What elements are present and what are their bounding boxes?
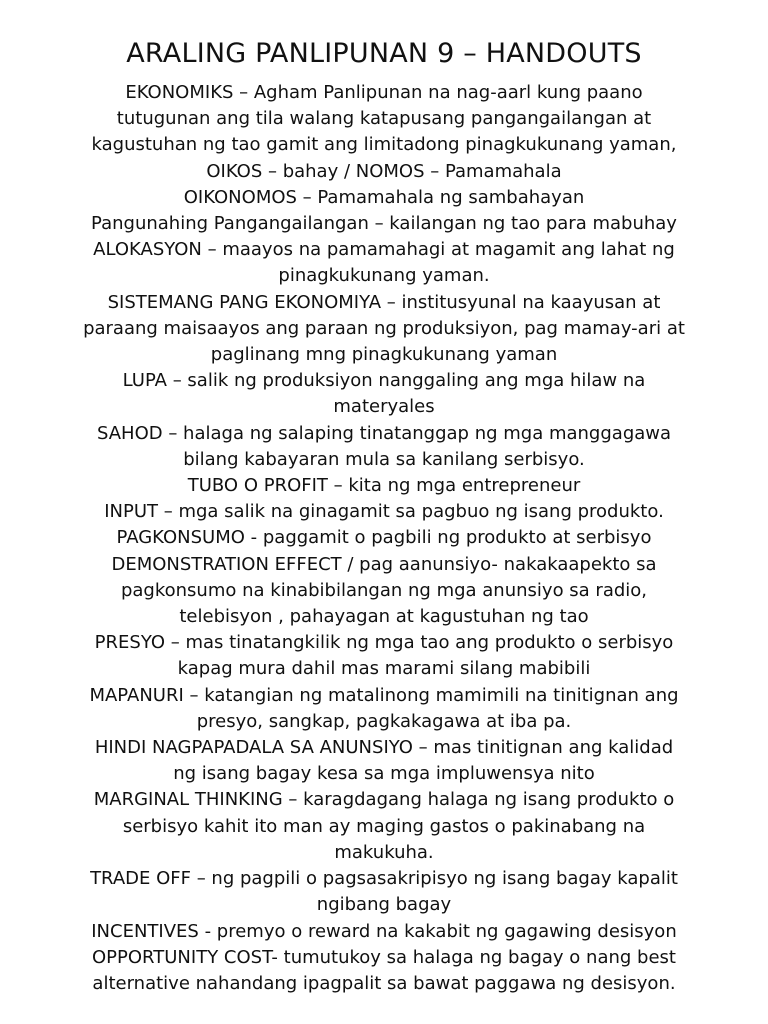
definition-input: INPUT – mga salik na ginagamit sa pagbuo ng isang produkto. — [104, 501, 664, 523]
page-title: ARALING PANLIPUNAN 9 – HANDOUTS — [126, 38, 642, 69]
definition-sahod: SAHOD – halaga ng salaping tinatanggap ng mga manggagawa bilang kabayaran mula sa kanilang serbisyo. — [96, 422, 672, 470]
definition-lupa: LUPA – salik ng produksiyon nanggaling ang mga hilaw na materyales — [122, 370, 646, 418]
definition-trade-off: TRADE OFF – ng pagpili o pagsasakripisyo ng isang bagay kapalit ngibang bagay — [90, 868, 678, 916]
definition-opportunity-cost: OPPORTUNITY COST- tumutukoy sa halaga ng bagay o nang best alternative nahandang ipagpalit sa bawat paggawa ng desisyon. — [92, 946, 676, 994]
definition-sistemang-pang-ekonomiya: SISTEMANG PANG EKONOMIYA – institusyunal na kaayusan at paraang maisaayos ang paraan ng produksiyon, pag mamay-ari at paglinang mng pinagkukunang yaman — [83, 291, 685, 366]
definition-incentives: INCENTIVES - premyo o reward na kakabit ng gagawing desisyon — [91, 920, 677, 942]
definition-presyo: PRESYO – mas tinatangkilik ng mga tao ang produkto o serbisyo kapag mura dahil mas marami silang mabibili — [94, 632, 674, 680]
definition-pangunahing-pangangailangan: Pangunahing Pangangailangan – kailangan ng tao para mabuhay — [91, 213, 677, 235]
definition-pagkonsumo: PAGKONSUMO - paggamit o pagbili ng produkto at serbisyo — [116, 527, 652, 549]
definition-list — [40, 80, 728, 997]
definition-oikos-nomos: OIKOS – bahay / NOMOS – Pamamahala — [206, 160, 562, 182]
definition-oikonomos: OIKONOMOS – Pamamahala ng sambahayan — [183, 186, 585, 208]
definition-hindi-nagpapadala: HINDI NAGPAPADALA SA ANUNSIYO – mas tinitignan ang kalidad ng isang bagay kesa sa mga impluwensya nito — [94, 737, 674, 785]
definition-mapanuri: MAPANURI – katangian ng matalinong mamimili na tinitignan ang presyo, sangkap, pagkakagawa at iba pa. — [89, 684, 679, 732]
definition-alokasyon: ALOKASYON – maayos na pamamahagi at magamit ang lahat ng pinagkukunang yaman. — [93, 239, 675, 287]
definition-ekonomiks: EKONOMIKS – Agham Panlipunan na nag-aarl kung paano tutugunan ang tila walang katapusang pangangailangan at kagustuhan ng tao gamit ang limitadong pinagkukunang yaman, — [91, 82, 677, 156]
definition-marginal-thinking: MARGINAL THINKING – karagdagang halaga ng isang produkto o serbisyo kahit ito man ay maging gastos o pakinabang na makukuha. — [93, 789, 675, 863]
definition-tubo-o-profit: TUBO O PROFIT – kita ng mga entrepreneur — [187, 475, 581, 497]
definition-demonstration-effect: DEMONSTRATION EFFECT / pag aanunsiyo- nakakaapekto sa pagkonsumo na kinabibilangan ng mga anunsiyo sa radio, telebisyon , pahayagan at kagustuhan ng tao — [111, 553, 657, 628]
